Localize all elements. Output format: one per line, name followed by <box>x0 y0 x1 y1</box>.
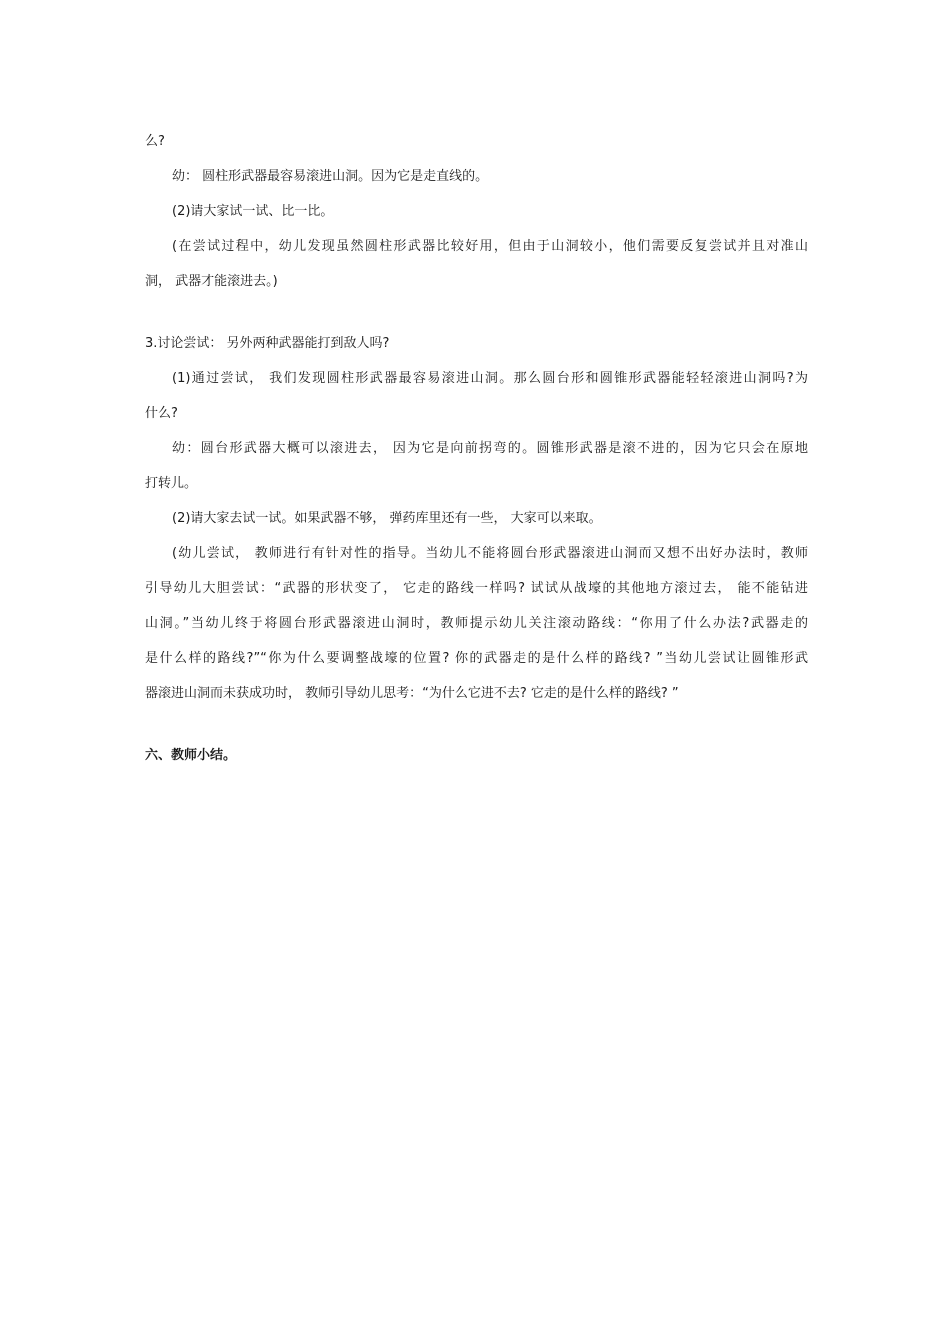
paragraph-gap <box>145 299 808 326</box>
text-line: 幼：圆台形武器大概可以滚进去， 因为它是向前拐弯的。圆锥形武器是滚不进的，因为它只会在原地 <box>172 441 808 456</box>
text-line: (2)请大家去试一试。如果武器不够， 弹药库里还有一些， 大家可以来取。 <box>172 511 602 526</box>
text-line: 洞， 武器才能滚进去。) <box>145 274 278 289</box>
paragraph-gap <box>145 711 808 738</box>
text-line: (幼儿尝试， 教师进行有针对性的指导。当幼儿不能将圆台形武器滚进山洞而又想不出好办法时，教师 <box>172 546 808 561</box>
document-body <box>145 124 808 773</box>
section-heading: 3.讨论尝试： 另外两种武器能打到敌人吗? <box>145 336 390 351</box>
text-line: (在尝试过程中，幼儿发现虽然圆柱形武器比较好用，但由于山洞较小，他们需要反复尝试并且对准山 <box>172 239 808 254</box>
text-line: 打转儿。 <box>145 476 198 491</box>
text-line: 引导幼儿大胆尝试：“武器的形状变了， 它走的路线一样吗? 试试从战壕的其他地方滚过去， 能不能钻进 <box>145 581 808 596</box>
text-line: 是什么样的路线?”“你为什么要调整战壕的位置? 你的武器走的是什么样的路线? ”当幼儿尝试让圆锥形武 <box>145 651 808 666</box>
text-line: (2)请大家试一试、比一比。 <box>172 204 334 219</box>
text-line: 器滚进山洞而未获成功时， 教师引导幼儿思考：“为什么它进不去? 它走的是什么样的路线? ” <box>145 686 679 701</box>
text-line: 么? <box>145 134 165 149</box>
text-line: (1)通过尝试， 我们发现圆柱形武器最容易滚进山洞。那么圆台形和圆锥形武器能轻轻滚进山洞吗?为 <box>172 371 808 386</box>
text-line: 什么? <box>145 406 178 421</box>
text-line: 幼： 圆柱形武器最容易滚进山洞。因为它是走直线的。 <box>172 169 489 184</box>
section-heading: 六、教师小结。 <box>145 748 237 763</box>
text-line: 山洞。”当幼儿终于将圆台形武器滚进山洞时，教师提示幼儿关注滚动路线：“你用了什么办法?武器走的 <box>145 616 808 631</box>
